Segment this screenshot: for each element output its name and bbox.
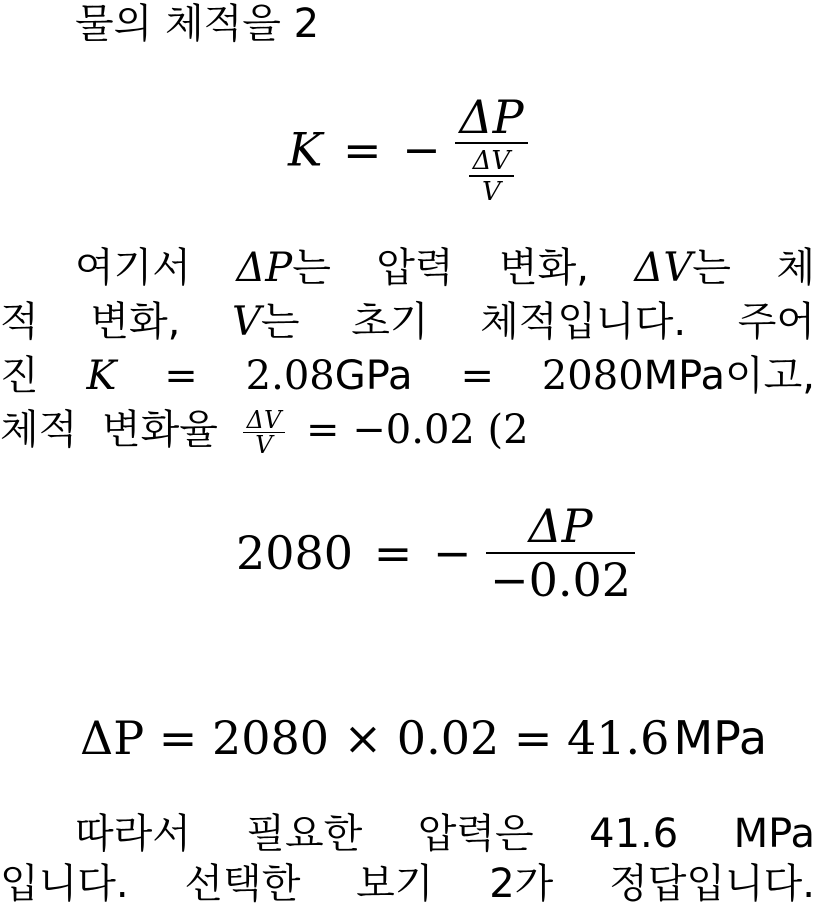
eq-denominator bbox=[465, 144, 519, 207]
paragraph-2-line-1 bbox=[0, 810, 815, 858]
math-number: 2080 bbox=[541, 353, 644, 399]
pressure-equation bbox=[236, 500, 635, 606]
word: 체적입니다. bbox=[480, 299, 687, 345]
word: 체 bbox=[776, 245, 815, 291]
word: 변화, bbox=[90, 299, 181, 345]
inline-numerator: ΔV bbox=[246, 405, 282, 434]
word: 이고, bbox=[725, 353, 815, 399]
word: 변화율 bbox=[102, 407, 218, 453]
math-v: V bbox=[231, 299, 261, 345]
math-equals: = bbox=[460, 353, 494, 399]
paragraph-2-line-2 bbox=[0, 860, 815, 908]
word: 입니다. bbox=[0, 861, 129, 907]
word: 는 bbox=[292, 245, 331, 291]
unit: MPa bbox=[643, 353, 725, 399]
math-number: 2.08 bbox=[245, 353, 335, 399]
eq-denominator: −0.02 bbox=[490, 553, 632, 607]
word: 압력은 bbox=[417, 811, 534, 857]
word: 변화, bbox=[499, 245, 590, 291]
eq-equals: = bbox=[343, 122, 382, 177]
inner-denominator: V bbox=[482, 177, 501, 207]
paragraph-1-line-4 bbox=[0, 406, 529, 457]
text-fragment: 물의 체적을 2 bbox=[75, 1, 320, 47]
inline-fraction bbox=[243, 405, 286, 459]
paragraph-1-line-3 bbox=[0, 352, 815, 400]
word: 적 bbox=[0, 299, 39, 345]
inner-numerator: ΔV bbox=[472, 146, 511, 176]
math-k: K bbox=[86, 353, 117, 399]
eq-minus: − bbox=[432, 526, 472, 580]
eq-minus: − bbox=[402, 122, 441, 177]
math-delta-v: ΔV bbox=[634, 245, 693, 291]
result-equation bbox=[80, 710, 767, 766]
word: 보기 bbox=[356, 861, 434, 907]
math-expression: = −0.02 (2 bbox=[306, 407, 529, 453]
paragraph-1-line-1 bbox=[0, 244, 815, 292]
text-line-1 bbox=[75, 0, 319, 48]
eq-equals: = bbox=[373, 526, 413, 580]
inline-denominator: V bbox=[255, 430, 273, 459]
word: 여기서 bbox=[75, 245, 191, 291]
math-equals: = bbox=[164, 353, 198, 399]
word: 필요한 bbox=[246, 811, 363, 857]
eq-fraction bbox=[455, 92, 527, 207]
unit: MPa bbox=[673, 711, 768, 765]
word: 는 bbox=[692, 245, 731, 291]
word: 주어 bbox=[737, 299, 815, 345]
word: 체적 bbox=[0, 407, 78, 453]
eq-fraction bbox=[486, 500, 635, 606]
eq-lhs: 2080 bbox=[236, 526, 354, 580]
word: MPa bbox=[733, 811, 815, 857]
bulk-modulus-equation bbox=[288, 92, 528, 207]
word: 는 bbox=[260, 299, 300, 345]
eq-numerator: ΔP bbox=[459, 90, 524, 144]
eq-symbol-k: K bbox=[288, 122, 323, 177]
word: 2가 bbox=[489, 861, 554, 907]
inner-fraction bbox=[469, 147, 515, 207]
word: 압력 bbox=[376, 245, 454, 291]
eq-expression: ΔP = 2080 × 0.02 = 41.6 bbox=[80, 711, 670, 765]
eq-numerator: ΔP bbox=[528, 499, 593, 553]
word: 따라서 bbox=[75, 811, 191, 857]
paragraph-1-line-2 bbox=[0, 298, 815, 346]
word: 진 bbox=[0, 353, 39, 399]
word: 정답입니다. bbox=[609, 861, 815, 907]
unit: GPa bbox=[334, 353, 413, 399]
word: 선택한 bbox=[184, 861, 301, 907]
word: 41.6 bbox=[589, 811, 679, 857]
word: 초기 bbox=[351, 299, 429, 345]
math-delta-p: ΔP bbox=[236, 245, 293, 291]
